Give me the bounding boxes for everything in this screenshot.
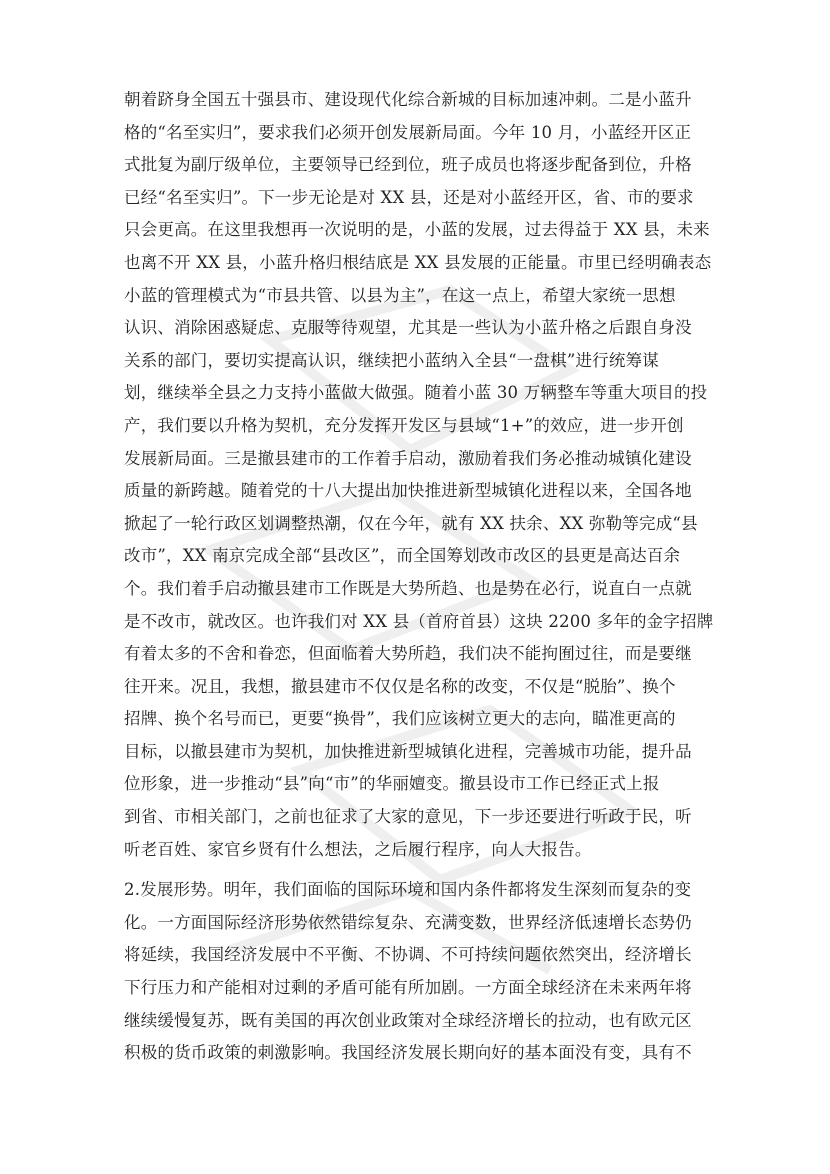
text-line: 已经“名至实归”。下一步无论是对 XX 县，还是对小蓝经开区，省、市的要求: [124, 187, 694, 207]
text-line: 朝着跻身全国五十强县市、建设现代化综合新城的目标加速冲刺。二是小蓝升: [124, 90, 692, 109]
text-line: 关系的部门，要切实提高认识，继续把小蓝纳入全县“一盘棋”进行统筹谋: [124, 350, 659, 370]
text-line: 掀起了一轮行政区划调整热潮，仅在今年，就有 XX 扶余、XX 弥勒等完成“县: [124, 513, 698, 533]
text-line: 位形象，进一步推动“县”向“市”的华丽嬗变。撤县设市工作已经正式上报: [124, 774, 660, 794]
text-line: 有着太多的不舍和眷恋，但面临着大势所趋，我们决不能拘囿过往，而是要继: [124, 644, 692, 664]
text-line: 质量的新跨越。随着党的十八大提出加快推进新型城镇化进程以来，全国各地: [124, 481, 692, 501]
text-line: 将延续，我国经济发展中不平衡、不协调、不可持续问题依然突出，经济增长: [124, 945, 692, 965]
text-line: 往开来。况且，我想，撤县建市不仅仅是名称的改变，不仅是“脱胎”、换个: [124, 676, 676, 696]
text-line: 小蓝的管理模式为“市县共管、以县为主”，在这一点上，希望大家统一思想: [124, 285, 676, 305]
text-line: 到省、市相关部门，之前也征求了大家的意见，下一步还要进行听政于民，听: [124, 807, 692, 827]
text-line: 发展新局面。三是撤县建市的工作着手启动，激励着我们务必推动城镇化建设: [124, 448, 692, 468]
text-line: 产，我们要以升格为契机，充分发挥开发区与县域“1+”的效应，进一步开创: [124, 415, 684, 435]
text-line: 只会更高。在这里我想再一次说明的是，小蓝的发展，过去得益于 XX 县，未来: [124, 220, 710, 240]
text-line: 划，继续举全县之力支持小蓝做大做强。随着小蓝 30 万辆整车等重大项目的投: [124, 383, 708, 403]
text-line: 目标，以撤县建市为契机，加快推进新型城镇化进程，完善城市功能，提升品: [124, 741, 692, 761]
text-line: 个。我们着手启动撤县建市工作既是大势所趋、也是势在必行，说直白一点就: [124, 578, 692, 598]
text-line: 格的“名至实归”，要求我们必须开创发展新局面。今年 10 月，小蓝经开区正: [124, 122, 692, 142]
document-body: [124, 84, 724, 1070]
paragraph-1: [124, 84, 724, 866]
paragraph-spacer: [124, 866, 724, 874]
text-line: 下行压力和产能相对过剩的矛盾可能有所加剧。一方面全球经济在未来两年将: [124, 978, 692, 998]
text-line: 认识、消除困惑疑虑、克服等待观望，尤其是一些认为小蓝升格之后跟自身没: [124, 318, 692, 338]
text-line: 式批复为副厅级单位，主要领导已经到位，班子成员也将逐步配备到位，升格: [124, 155, 692, 175]
text-line: 2.发展形势。明年，我们面临的国际环境和国内条件都将发生深刻而复杂的变: [124, 880, 692, 900]
paragraph-2: [124, 874, 724, 1070]
text-line: 积极的货币政策的刺激影响。我国经济发展长期向好的基本面没有变，具有不: [124, 1043, 692, 1063]
text-line: 改市”，XX 南京完成全部“县改区”，而全国筹划改市改区的县更是高达百余: [124, 546, 681, 566]
text-line: 听老百姓、家官乡贤有什么想法，之后履行程序，向人大报告。: [124, 839, 592, 859]
text-line: 是不改市，就改区。也许我们对 XX 县（首府首县）这块 2200 多年的金字招牌: [124, 611, 714, 631]
text-line: 继续缓慢复苏，既有美国的再次创业政策对全球经济增长的拉动，也有欧元区: [124, 1010, 692, 1030]
text-line: 化。一方面国际经济形势依然错综复杂、充满变数，世界经济低速增长态势仍: [124, 912, 692, 932]
text-line: 招牌、换个名号而已，更要“换骨”，我们应该树立更大的志向，瞄准更高的: [124, 709, 676, 729]
text-line: 也离不开 XX 县，小蓝升格归根结底是 XX 县发展的正能量。市里已经明确表态: [124, 252, 712, 272]
